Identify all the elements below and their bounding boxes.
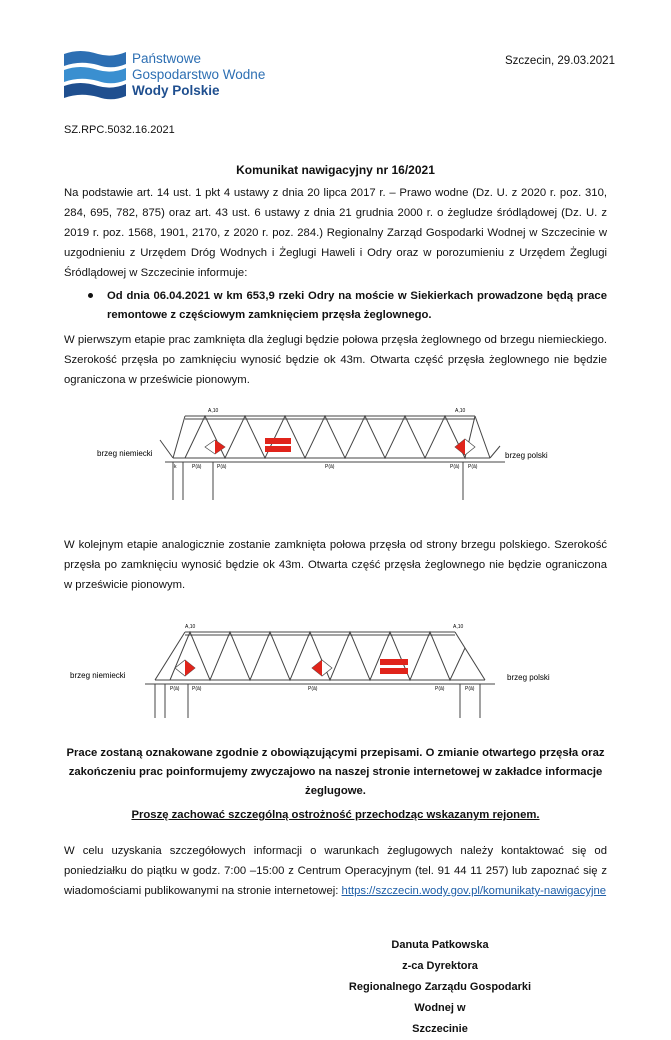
logo-line-1: Państwowe [132,51,202,66]
right-bank-label: brzeg polski [505,451,548,460]
top-label-left: A,10 [208,408,219,414]
bridge-diagram-stage2 [60,618,570,718]
bridge-diagram-stage1 [85,402,585,500]
truss-2 [145,632,495,718]
marking-notice: Prace zostaną oznakowane zgodnie z obowiązującymi przepisami. O zmianie otwartego przęsła oraz zakończeniu prac poinformujemy zwyczajowo na naszej stronie internetowej w zakładce informacje żeglugowe. [66,747,605,797]
p-label-6: P(ā) [192,686,202,692]
document-title: Komunikat nawigacyjny nr 16/2021 [236,163,435,177]
direction-sign-mid-2 [312,660,332,676]
p-label-4: P(ā) [468,464,478,470]
direction-sign-left-2 [175,660,195,676]
closed-span-sign-2 [380,659,408,674]
signature-org: Regionalnego Zarządu Gospodarki Wodnej w [348,981,532,1014]
p-label-8: P(ā) [465,686,475,692]
p-label-5: P(ā) [170,686,180,692]
stage2-paragraph: W kolejnym etapie analogicznie zostanie zamknięta połowa przęsła od strony brzegu polskiego. Szerokość przęsła po zamknięciu wynosić będzie ok 43m. Otwarta część przęsła żeglownego nie będzie ograniczona w prześwicie pionowym. [64,539,607,591]
truss [160,416,505,500]
p-label-2: P(ā) [217,464,227,470]
direction-sign-right [455,439,475,455]
contact-paragraph [64,841,607,901]
left-bank-label-2: brzeg niemiecki [70,671,126,680]
signature-role: z-ca Dyrektora [402,960,478,972]
logo-line-3: Wody Polskie [132,83,220,98]
document-reference: SZ.RPC.5032.16.2021 [64,124,175,136]
bullet-icon [88,293,93,298]
logo-text [132,51,265,99]
top-label-right: A,10 [455,408,466,414]
signature-name: Danuta Patkowska [391,939,489,951]
komunikaty-link[interactable]: https://szczecin.wody.gov.pl/komunikaty-nawigacyjne [341,885,607,897]
contact-text: W celu uzyskania szczegółowych informacji o warunkach żeglugowych należy kontaktować się od poniedziałku do piątku w godz. 7:00 –15:00 z Centrum Operacyjnym (tel. 91 44 11 257) lub zapoznać się z wiadomościami publikowanymi na stronie internetowej: [64,845,607,897]
p-label-mid: P(ā) [325,464,335,470]
p-label-7: P(ā) [435,686,445,692]
top-label-left-2: A,10 [185,624,196,630]
signature-block [330,935,550,1040]
k-label: k [174,464,177,470]
left-bank-label: brzeg niemiecki [97,449,153,458]
logo-line-2: Gospodarstwo Wodne [132,67,266,82]
right-bank-label-2: brzeg polski [507,673,550,682]
p-label-3: P(ā) [450,464,460,470]
p-label-1: P(ā) [192,464,202,470]
closed-span-sign [265,438,291,452]
signature-city: Szczecinie [412,1023,468,1035]
top-label-right-2: A,10 [453,624,464,630]
bullet-notice: Od dnia 06.04.2021 w km 653,9 rzeki Odry na moście w Siekierkach prowadzone będą prace remontowe z częściowym zamknięciem przęsła żeglownego. [107,290,607,321]
document-date: Szczecin, 29.03.2021 [505,55,615,67]
caution-notice: Proszę zachować szczególną ostrożność przechodząc wskazanym rejonem. [131,809,540,821]
p-label-mid-2: P(ā) [308,686,318,692]
intro-paragraph: Na podstawie art. 14 ust. 1 pkt 4 ustawy z dnia 20 lipca 2017 r. – Prawo wodne (Dz. U. z 2020 r. poz. 310, 284, 695, 782, 875) oraz art. 43 ust. 6 ustawy z dnia 21 grudnia 2000 r. o żegludze śródlądowej (Dz. U. z 2019 r. poz. 1568, 1901, 2170, z 2020 r. poz. 284.) Regionalny Zarząd Gospodarki Wodnej w Szczecinie w uzgodnieniu z Urzędem Dróg Wodnych i Żeglugi Haweli i Odry oraz w porozumieniu z Urzędem Żeglugi Śródlądowej w Szczecinie informuje: [64,187,607,279]
stage1-paragraph: W pierwszym etapie prac zamknięta dla żeglugi będzie połowa przęsła żeglownego od brzegu niemieckiego. Szerokość przęsła po zamknięciu wynosić będzie ok 43m. Otwarta część przęsła żeglownego nie będzie ograniczona w prześwicie pionowym. [64,334,607,386]
